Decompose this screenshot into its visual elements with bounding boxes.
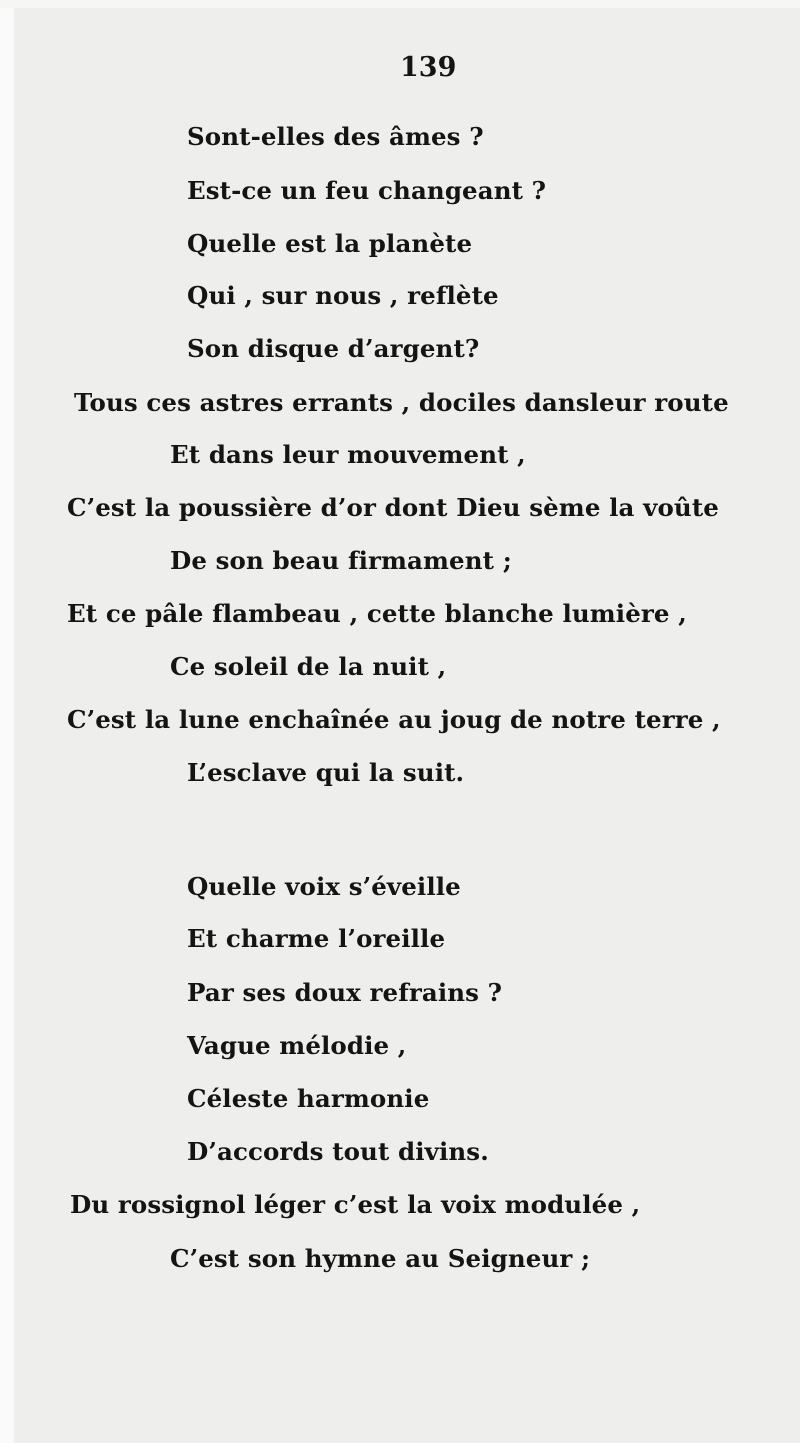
poem-line: L’esclave qui la suit. bbox=[187, 758, 465, 787]
poem-line: Et ce pâle flambeau , cette blanche lumière , bbox=[67, 599, 687, 628]
poem-line: Ce soleil de la nuit , bbox=[170, 652, 447, 681]
poem-line: D’accords tout divins. bbox=[187, 1137, 489, 1166]
poem-line: Du rossignol léger c’est la voix modulée , bbox=[70, 1190, 641, 1219]
poem-line: Son disque d’argent? bbox=[187, 334, 480, 363]
poem-line: Céleste harmonie bbox=[187, 1084, 430, 1113]
poem-line: C’est son hymne au Seigneur ; bbox=[170, 1244, 591, 1273]
poem-line: Tous ces astres errants , dociles dansleur route bbox=[74, 388, 729, 417]
poem-line: Quelle voix s’éveille bbox=[187, 872, 461, 901]
poem-line: Et charme l’oreille bbox=[187, 924, 446, 953]
poem-line: C’est la lune enchaînée au joug de notre terre , bbox=[67, 705, 721, 734]
poem-line: Et dans leur mouvement , bbox=[170, 440, 526, 469]
poem-line: De son beau firmament ; bbox=[170, 546, 512, 575]
poem-line: Sont-elles des âmes ? bbox=[187, 122, 484, 151]
page-number: 139 bbox=[400, 52, 457, 83]
poem-line: Par ses doux refrains ? bbox=[187, 978, 503, 1007]
poem-line: Qui , sur nous , reflète bbox=[187, 281, 499, 310]
poem-line: C’est la poussière d’or dont Dieu sème la voûte bbox=[67, 493, 719, 522]
poem-line: Est-ce un feu changeant ? bbox=[187, 176, 547, 205]
poem-line: Quelle est la planète bbox=[187, 229, 473, 258]
poem-line: Vague mélodie , bbox=[187, 1031, 407, 1060]
